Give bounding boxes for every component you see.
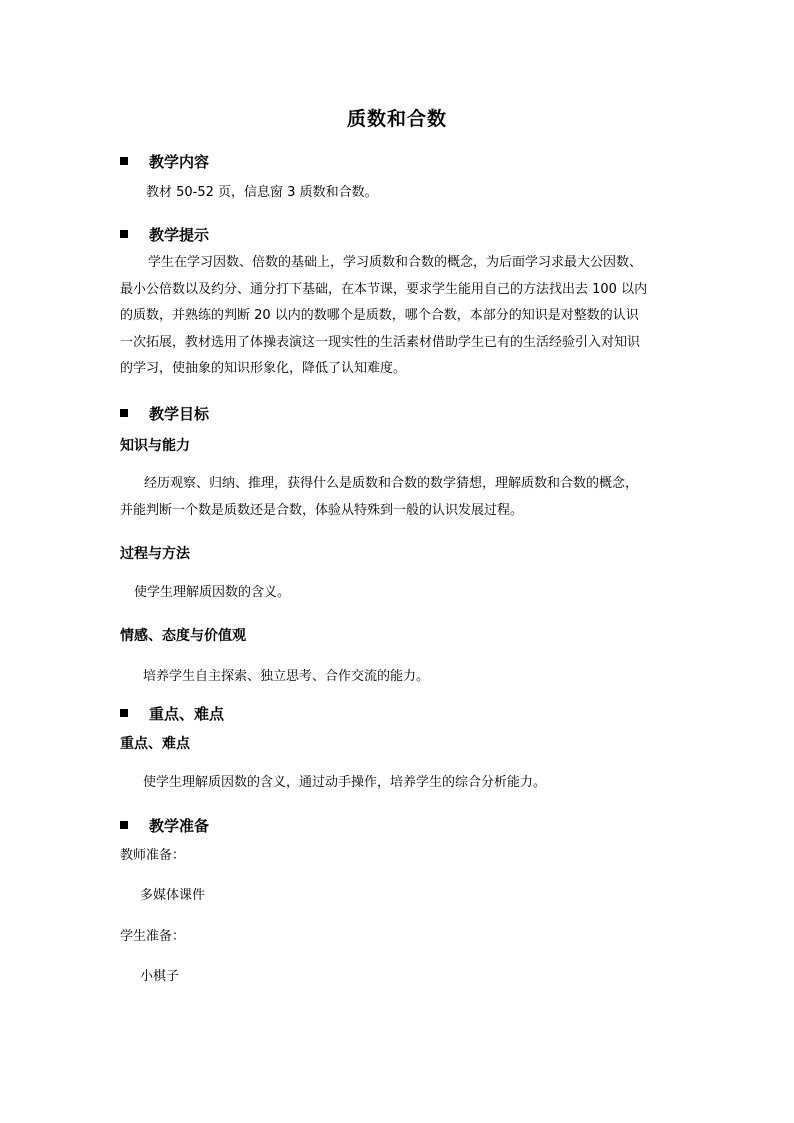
section-heading-text: 教学内容 <box>149 152 210 171</box>
emotion-text: 培养学生自主探索、独立思考、合作交流的能力。 <box>143 669 430 684</box>
teacher-prep-label: 教师准备： <box>120 848 186 863</box>
paragraph-line: 经历观察、归纳、推理，获得什么是质数和合数的数学猜想，理解质数和合数的概念， <box>144 476 639 491</box>
paragraph-line: 的学习，使抽象的知识形象化，降低了认知难度。 <box>120 361 407 376</box>
section-heading-keypoints <box>120 703 224 723</box>
section-heading-hints <box>120 224 209 244</box>
section-heading-text: 重点、难点 <box>149 704 225 723</box>
document-title: 质数和合数 <box>346 108 447 130</box>
section-heading-text: 教学准备 <box>149 816 210 835</box>
section-heading-content <box>120 151 209 171</box>
section-heading-prep <box>120 815 209 835</box>
square-bullet-icon <box>120 230 128 238</box>
paragraph-line: 并能判断一个数是质数还是合数，体验从特殊到一般的认识发展过程。 <box>120 502 524 518</box>
student-prep-label: 学生准备： <box>120 929 186 944</box>
student-prep-item: 小棋子 <box>140 969 180 984</box>
keypoints-subheading: 重点、难点 <box>120 736 190 752</box>
section-heading-goals <box>120 403 209 423</box>
paragraph-line: 最小公倍数以及约分、通分打下基础，在本节课，要求学生能用自己的方法找出去 100 以内 <box>120 281 648 297</box>
section-heading-text: 教学目标 <box>149 404 210 423</box>
keypoints-text: 使学生理解质因数的含义，通过动手操作，培养学生的综合分析能力。 <box>143 775 547 790</box>
paragraph-line: 学生在学习因数、倍数的基础上，学习质数和合数的概念，为后面学习求最大公因数、 <box>148 255 643 270</box>
square-bullet-icon <box>120 821 128 829</box>
emotion-heading: 情感、态度与价值观 <box>120 628 246 644</box>
section-heading-text: 教学提示 <box>149 225 210 244</box>
square-bullet-icon <box>120 157 128 165</box>
teacher-prep-item: 多媒体课件 <box>140 888 206 903</box>
square-bullet-icon <box>120 709 128 717</box>
content-text: 教材 50-52 页，信息窗 3 质数和合数。 <box>146 185 378 200</box>
knowledge-paragraph <box>120 471 680 524</box>
process-text: 使学生理解质因数的含义。 <box>134 585 291 600</box>
square-bullet-icon <box>120 409 128 417</box>
paragraph-line: 的质数，并熟练的判断 20 以内的数哪个是质数，哪个合数，本部分的知识是对整数的认识 <box>120 308 639 323</box>
paragraph-line: 一次拓展，教材选用了体操表演这一现实性的生活素材借助学生已有的生活经验引入对知识 <box>120 334 641 350</box>
process-heading: 过程与方法 <box>120 546 190 562</box>
hints-paragraph <box>120 250 680 383</box>
knowledge-heading: 知识与能力 <box>120 438 190 454</box>
